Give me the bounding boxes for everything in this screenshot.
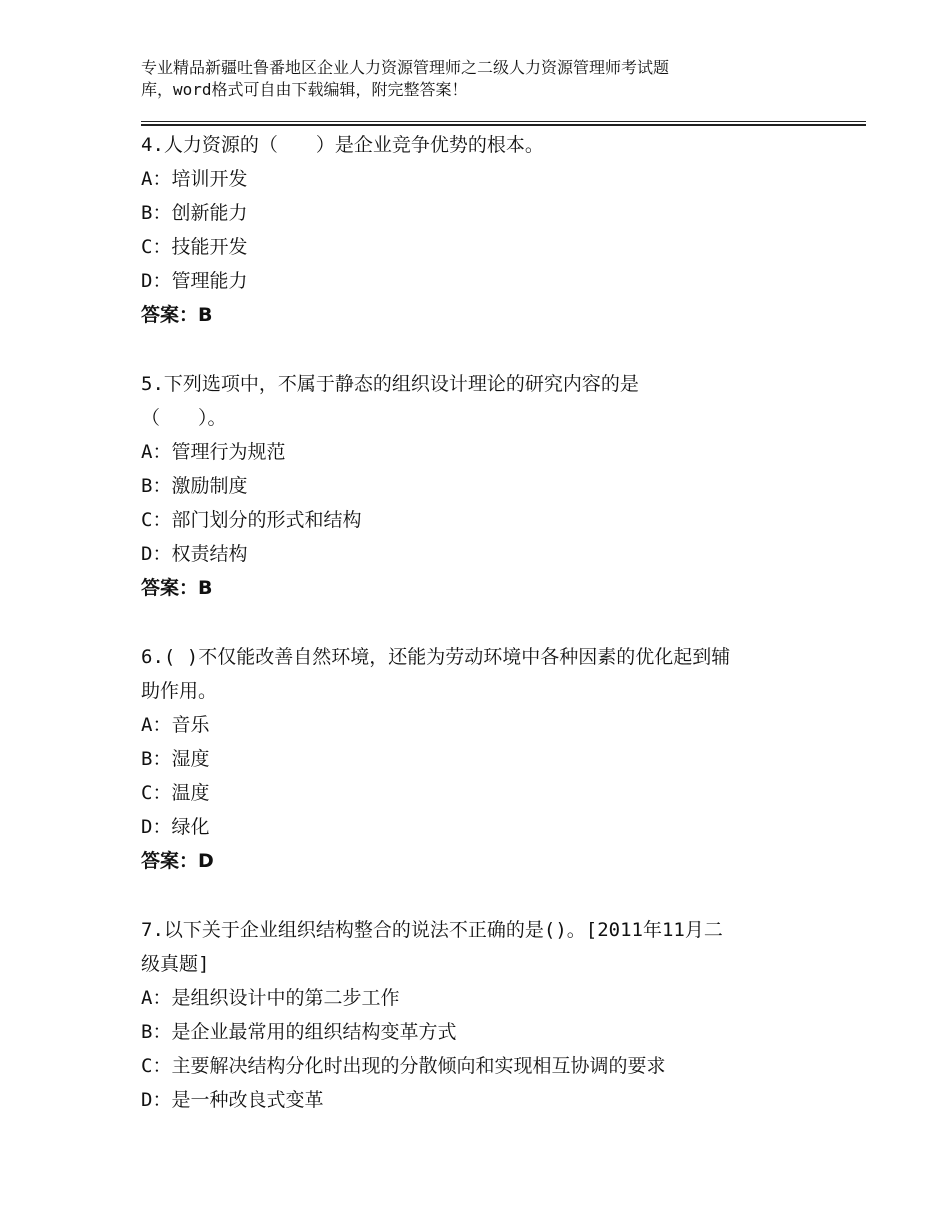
- option-d: D：管理能力: [141, 270, 248, 292]
- option-d: D：绿化: [141, 816, 210, 838]
- option-a: A：培训开发: [141, 168, 248, 190]
- option-c: C：主要解决结构分化时出现的分散倾向和实现相互协调的要求: [141, 1055, 666, 1077]
- option-c: C：技能开发: [141, 236, 248, 258]
- question-stem: 6.( )不仅能改善自然环境，还能为劳动环境中各种因素的优化起到辅: [141, 646, 731, 668]
- question-4: [141, 128, 806, 332]
- question-stem: 7.以下关于企业组织结构整合的说法不正确的是()。[2011年11月二: [141, 919, 723, 941]
- header-line-1: 专业精品新疆吐鲁番地区企业人力资源管理师之二级人力资源管理师考试题: [141, 58, 670, 77]
- option-b: B：是企业最常用的组织结构变革方式: [141, 1021, 457, 1043]
- answer-label: 答案：D: [141, 850, 214, 872]
- document-header: [141, 57, 801, 101]
- header-rule-thin: [141, 121, 866, 122]
- option-a: A：音乐: [141, 714, 210, 736]
- spacer: [141, 878, 806, 913]
- option-d: D：权责结构: [141, 543, 248, 565]
- option-c: C：部门划分的形式和结构: [141, 509, 362, 531]
- option-a: A：是组织设计中的第二步工作: [141, 987, 400, 1009]
- header-line-2: 库，word格式可自由下载编辑，附完整答案！: [141, 80, 468, 99]
- question-stem: 4.人力资源的（ ）是企业竞争优势的根本。: [141, 134, 544, 156]
- option-b: B：创新能力: [141, 202, 248, 224]
- header-rule-thick: [141, 124, 866, 126]
- question-6: [141, 640, 806, 878]
- question-stem-continued: （ ）。: [141, 407, 227, 429]
- option-d: D：是一种改良式变革: [141, 1089, 324, 1111]
- option-b: B：激励制度: [141, 475, 248, 497]
- option-b: B：湿度: [141, 748, 210, 770]
- answer-label: 答案：B: [141, 577, 213, 599]
- question-5: [141, 367, 806, 605]
- spacer: [141, 332, 806, 367]
- question-stem: 5.下列选项中，不属于静态的组织设计理论的研究内容的是: [141, 373, 639, 395]
- spacer: [141, 605, 806, 640]
- answer-label: 答案：B: [141, 304, 213, 326]
- question-7: [141, 913, 806, 1117]
- option-c: C：温度: [141, 782, 210, 804]
- option-a: A：管理行为规范: [141, 441, 286, 463]
- question-stem-continued: 级真题]: [141, 953, 210, 975]
- question-stem-continued: 助作用。: [141, 680, 218, 702]
- question-list: [141, 128, 806, 1117]
